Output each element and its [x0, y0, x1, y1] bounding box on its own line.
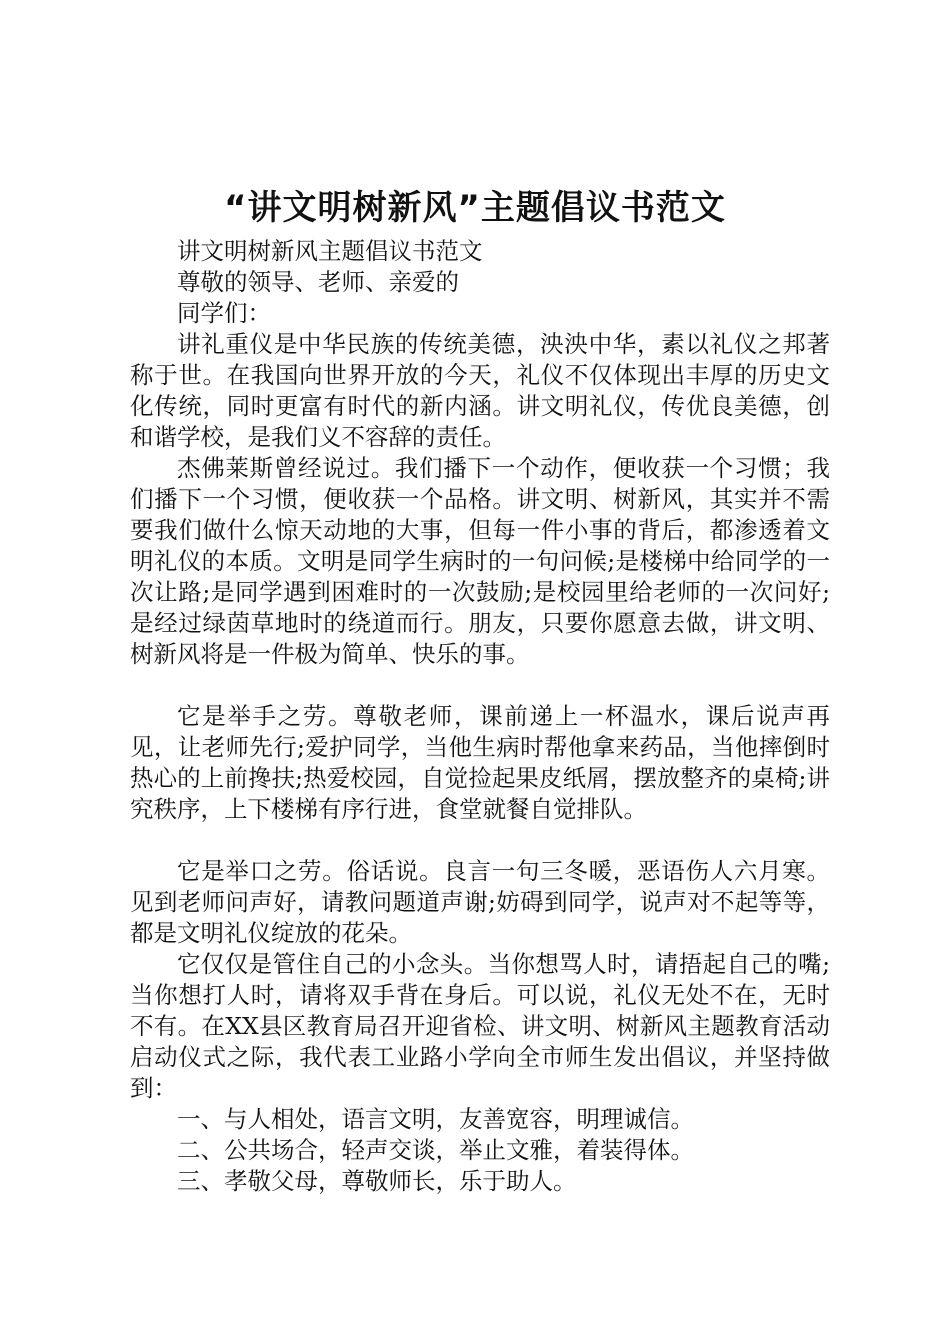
subtitle-line: 讲文明树新风主题倡议书范文	[177, 237, 483, 265]
body-paragraph: 杰佛莱斯曾经说过。我们播下一个动作，便收获一个习惯；我们播下一个习惯，便收获一个品格。讲文明、树新风，其实并不需要我们做什么惊天动地的大事，但每一件小事的背后，都渗透着文明礼仪的本质。文明是同学生病时的一句问候;是楼梯中给同学的一次让路;是同学遇到困难时的一次鼓励;是校园里给老师的一次问好;是经过绿茵草地时的绕道而行。朋友，只要你愿意去做，讲文明、树新风将是一件极为简单、快乐的事。	[130, 454, 830, 668]
body-paragraph: 它是举口之劳。俗话说。良言一句三冬暖，恶语伤人六月寒。见到老师问声好，请教问题道声谢;妨碍到同学，说声对不起等等，都是文明礼仪绽放的花朵。	[130, 857, 830, 947]
pledge-item: 三、孝敬父母，尊敬师长，乐于助人。	[177, 1167, 577, 1195]
body-paragraph: 它仅仅是管住自己的小念头。当你想骂人时，请捂起自己的嘴;当你想打人时，请将双手背在身后。可以说，礼仪无处不在，无时不有。在XX县区教育局召开迎省检、讲文明、树新风主题教育活动启动仪式之际，我代表工业路小学向全市师生发出倡议，并坚持做到：	[130, 950, 830, 1102]
body-paragraph: 讲礼重仪是中华民族的传统美德，泱泱中华，素以礼仪之邦著称于世。在我国向世界开放的今天，礼仪不仅体现出丰厚的历史文化传统，同时更富有时代的新内涵。讲文明礼仪，传优良美德，创和谐学校，是我们义不容辞的责任。	[130, 330, 830, 451]
salutation-line: 同学们：	[177, 299, 271, 327]
salutation-line: 尊敬的领导、老师、亲爱的	[177, 268, 459, 296]
pledge-item: 一、与人相处，语言文明，友善宽容，明理诚信。	[177, 1105, 694, 1133]
document-title: “讲文明树新风”主题倡议书范文	[224, 188, 726, 228]
pledge-item: 二、公共场合，轻声交谈，举止文雅，着装得体。	[177, 1136, 694, 1164]
document-body	[130, 236, 830, 1197]
body-paragraph: 它是举手之劳。尊敬老师，课前递上一杯温水，课后说声再见，让老师先行;爱护同学，当他生病时帮他拿来药品，当他摔倒时热心的上前搀扶;热爱校园，自觉捡起果皮纸屑，摆放整齐的桌椅;讲究秩序，上下楼梯有序行进，食堂就餐自觉排队。	[130, 702, 830, 823]
